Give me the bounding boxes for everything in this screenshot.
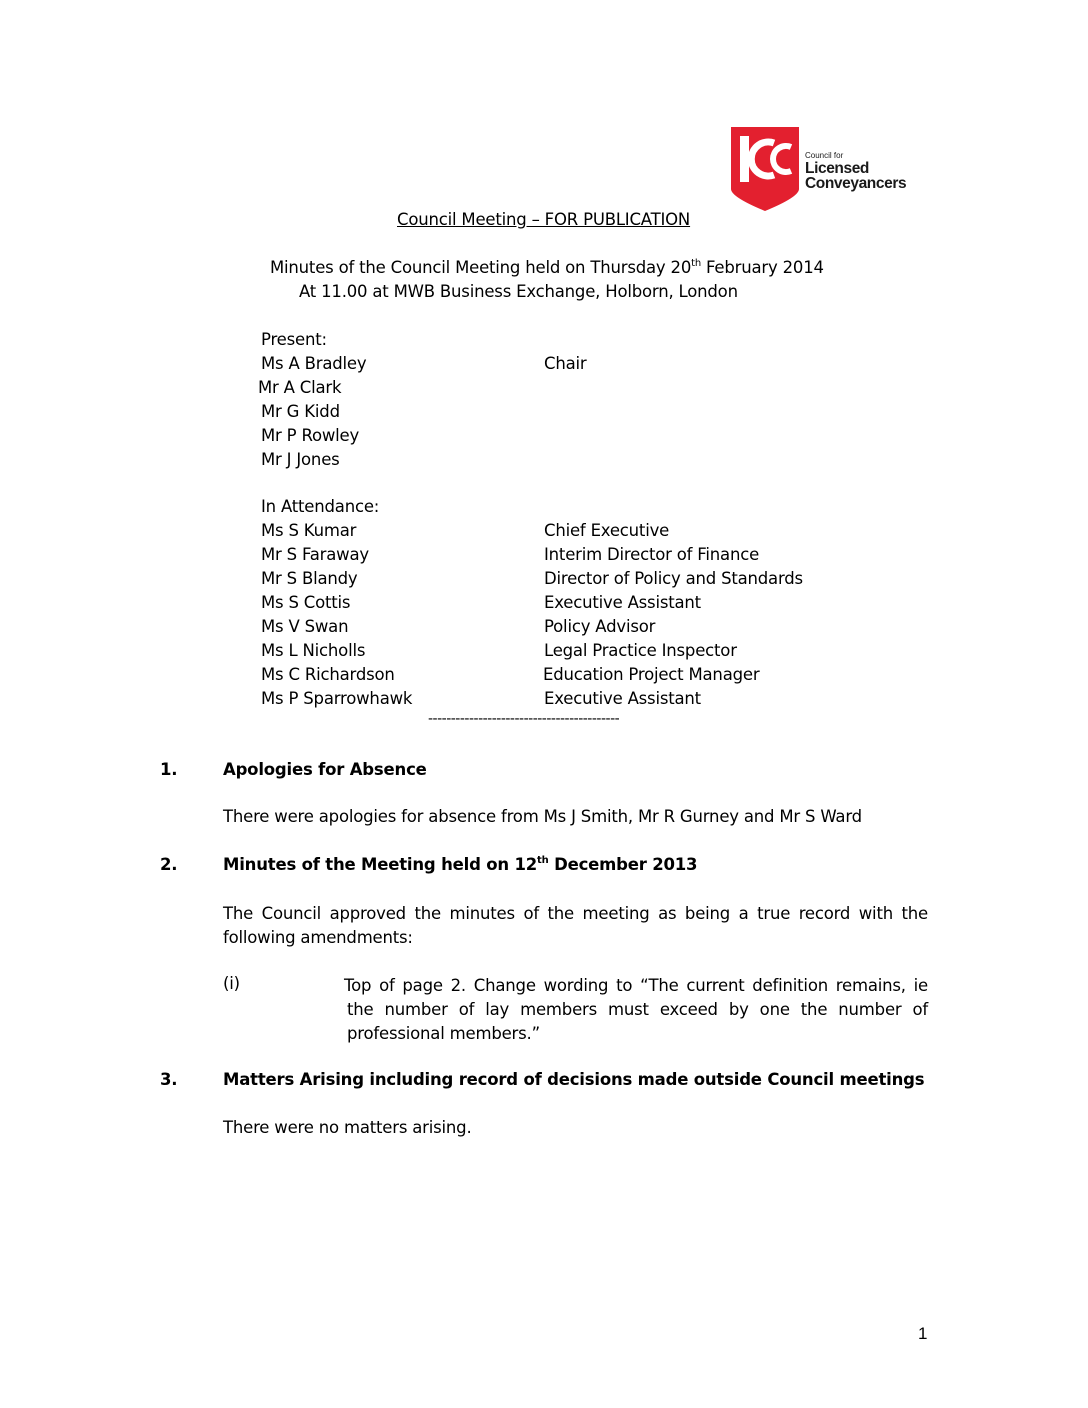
item-2-superscript: th	[537, 855, 549, 866]
item-2-heading	[223, 855, 697, 874]
item-2-sub-text: Top of page 2. Change wording to “The current definition remains, ie the number of lay members must exceed by one the number of professional members.”	[344, 976, 928, 1043]
logo-text-small: Council for	[805, 151, 844, 160]
item-3-heading: Matters Arising including record of decisions made outside Council meetings	[223, 1070, 925, 1089]
present-member-role: Chair	[544, 354, 587, 373]
present-member-name: Ms A Bradley	[261, 354, 367, 373]
attendance-member-role: Executive Assistant	[544, 689, 701, 708]
lcc-logo-icon	[731, 127, 801, 211]
attendance-member-name: Ms P Sparrowhawk	[261, 689, 413, 708]
attendance-member-name: Ms S Kumar	[261, 521, 357, 540]
meeting-date-text: Minutes of the Council Meeting held on Thursday 20	[270, 258, 692, 277]
attendance-member-name: Ms C Richardson	[261, 665, 395, 684]
item-3-body: There were no matters arising.	[223, 1118, 472, 1137]
item-1-heading: Apologies for Absence	[223, 760, 427, 779]
item-2-sub-label: (i)	[223, 974, 240, 993]
present-member-name: Mr G Kidd	[261, 402, 340, 421]
date-superscript: th	[691, 258, 701, 269]
council-logo	[731, 127, 921, 211]
separator-line: ------------------------------------------	[428, 711, 620, 727]
attendance-member-role: Interim Director of Finance	[544, 545, 760, 564]
attendance-heading: In Attendance:	[261, 497, 380, 516]
item-1-body: There were apologies for absence from Ms J Smith, Mr R Gurney and Mr S Ward	[223, 807, 862, 826]
meeting-location-line: At 11.00 at MWB Business Exchange, Holborn, London	[299, 282, 738, 301]
present-heading: Present:	[261, 330, 327, 349]
item-1-number: 1.	[160, 760, 178, 779]
meeting-date-line	[270, 258, 824, 277]
attendance-member-role: Policy Advisor	[544, 617, 656, 636]
item-2-heading-date: December 2013	[548, 855, 698, 874]
present-member-name: Mr P Rowley	[261, 426, 360, 445]
meeting-date-year: February 2014	[701, 258, 824, 277]
attendance-member-name: Mr S Blandy	[261, 569, 358, 588]
attendance-member-role: Executive Assistant	[544, 593, 701, 612]
item-2-number: 2.	[160, 855, 178, 874]
item-3-number: 3.	[160, 1070, 178, 1089]
attendance-member-role: Chief Executive	[544, 521, 670, 540]
item-2-heading-text: Minutes of the Meeting held on 12	[223, 855, 538, 874]
attendance-member-role: Education Project Manager	[543, 665, 760, 684]
attendance-member-role: Director of Policy and Standards	[544, 569, 803, 588]
logo-text-line1: Licensed	[805, 160, 869, 177]
logo-text-line2: Conveyancers	[805, 175, 907, 192]
present-member-name: Mr A Clark	[258, 378, 342, 397]
present-member-name: Mr J Jones	[261, 450, 340, 469]
attendance-member-name: Ms S Cottis	[261, 593, 351, 612]
document-title: Council Meeting – FOR PUBLICATION	[397, 210, 691, 229]
attendance-member-name: Ms V Swan	[261, 617, 349, 636]
attendance-member-name: Mr S Faraway	[261, 545, 369, 564]
item-2-body: The Council approved the minutes of the meeting as being a true record with the following amendments:	[223, 904, 928, 947]
attendance-member-name: Ms L Nicholls	[261, 641, 366, 660]
attendance-member-role: Legal Practice Inspector	[544, 641, 737, 660]
page-number: 1	[918, 1324, 928, 1343]
